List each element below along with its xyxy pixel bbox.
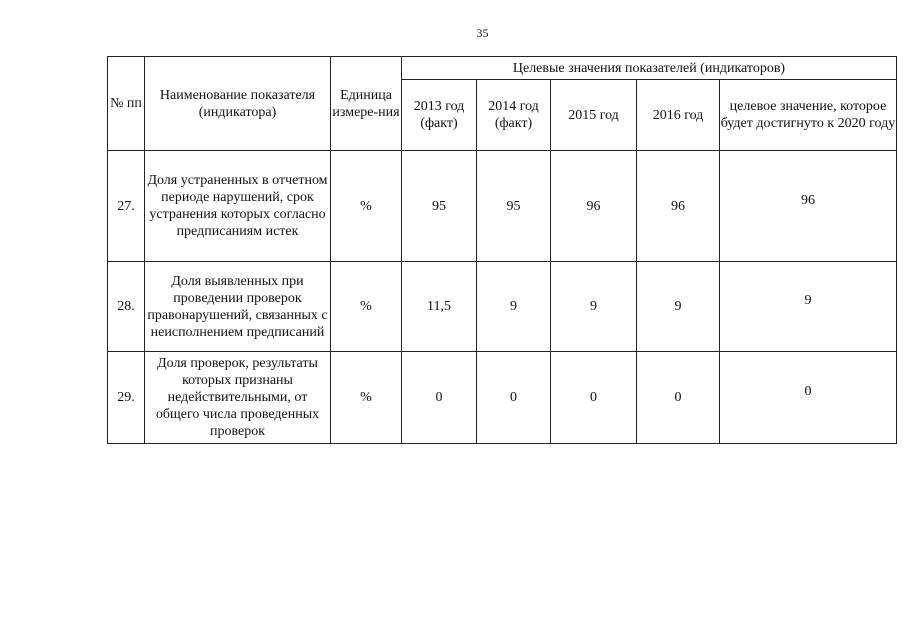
value-2016: 0 (637, 352, 720, 444)
target-text: 96 (801, 192, 815, 208)
value-target-2020 (720, 352, 897, 444)
header-target-2020: целевое значение, которое будет достигнуто к 2020 году (720, 80, 897, 151)
value-2014: 9 (477, 262, 551, 352)
indicator-name: Доля проверок, результаты которых признаны недействительными, от общего числа проведенных проверок (145, 352, 331, 444)
unit-cell: % (331, 151, 402, 262)
header-2014: 2014 год (факт) (477, 80, 551, 151)
target-text: 0 (804, 384, 812, 399)
indicators-table (107, 56, 897, 444)
value-2015: 96 (551, 151, 637, 262)
header-target-values: Целевые значения показателей (индикаторов) (402, 57, 897, 80)
value-2015: 0 (551, 352, 637, 444)
table-row (108, 151, 897, 262)
value-2013: 11,5 (402, 262, 477, 352)
header-num: № пп (108, 57, 145, 151)
value-2013: 95 (402, 151, 477, 262)
row-number: 28. (108, 262, 145, 352)
indicator-name: Доля устраненных в отчетном периоде нарушений, срок устранения которых согласно предписаниям истек (145, 151, 331, 262)
value-2013: 0 (402, 352, 477, 444)
unit-cell: % (331, 262, 402, 352)
row-number: 27. (108, 151, 145, 262)
value-2015: 9 (551, 262, 637, 352)
header-2013: 2013 год (факт) (402, 80, 477, 151)
row-number: 29. (108, 352, 145, 444)
value-target-2020 (720, 262, 897, 352)
header-2016: 2016 год (637, 80, 720, 151)
value-2016: 9 (637, 262, 720, 352)
header-2015: 2015 год (551, 80, 637, 151)
value-2014: 95 (477, 151, 551, 262)
value-2014: 0 (477, 352, 551, 444)
table-row (108, 262, 897, 352)
target-text: 9 (804, 293, 812, 308)
indicator-name: Доля выявленных при проведении проверок правонарушений, связанных с неисполнением предписаний (145, 262, 331, 352)
value-target-2020 (720, 151, 897, 262)
unit-cell: % (331, 352, 402, 444)
table-row (108, 352, 897, 444)
header-unit: Единица измере-ния (331, 57, 402, 151)
value-2016: 96 (637, 151, 720, 262)
page-number: 35 (476, 26, 489, 40)
header-name: Наименование показателя (индикатора) (145, 57, 331, 151)
